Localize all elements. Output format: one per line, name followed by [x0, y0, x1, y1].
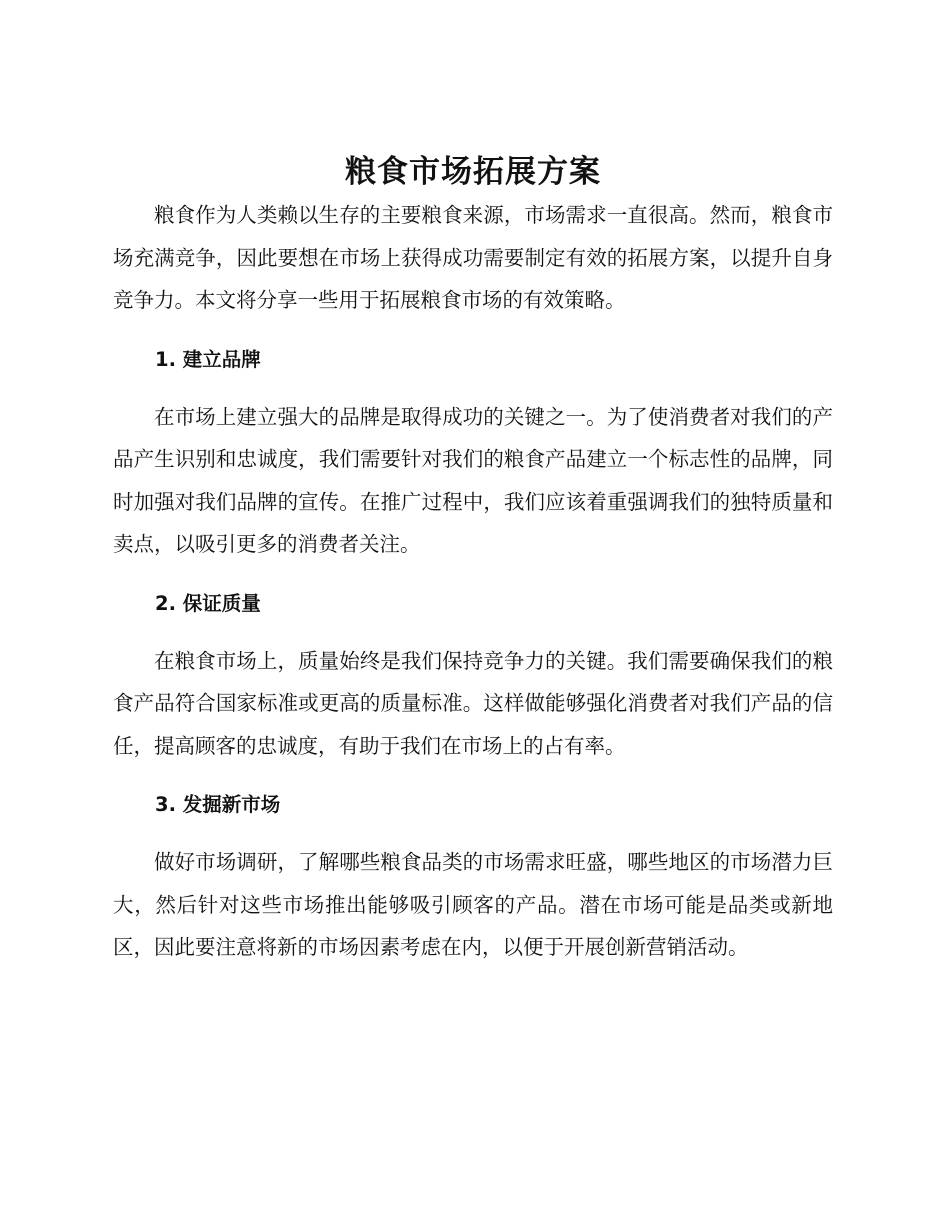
section-heading-quality: 2. 保证质量 — [155, 591, 261, 615]
section-heading-brand: 1. 建立品牌 — [155, 347, 261, 371]
document-page — [113, 150, 833, 969]
section-body-new-market: 做好市场调研，了解哪些粮食品类的市场需求旺盛，哪些地区的市场潜力巨大，然后针对这些市场推出能够吸引顾客的产品。潜在市场可能是品类或新地区，因此要注意将新的市场因素考虑在内，以便于开展创新营销活动。 — [113, 850, 833, 959]
section-heading-new-market: 3. 发掘新市场 — [155, 793, 281, 816]
section-body-quality: 在粮食市场上，质量始终是我们保持竞争力的关键。我们需要确保我们的粮食产品符合国家标准或更高的质量标准。这样做能够强化消费者对我们产品的信任，提高顾客的忠诚度，有助于我们在市场上的占有率。 — [113, 648, 833, 758]
document-title: 粮食市场拓展方案 — [345, 154, 601, 190]
intro-paragraph: 粮食作为人类赖以生存的主要粮食来源，市场需求一直很高。然而，粮食市场充满竞争，因此要想在市场上获得成功需要制定有效的拓展方案，以提升自身竞争力。本文将分享一些用于拓展粮食市场的有效策略。 — [113, 203, 833, 312]
section-body-brand: 在市场上建立强大的品牌是取得成功的关键之一。为了使消费者对我们的产品产生识别和忠诚度，我们需要针对我们的粮食产品建立一个标志性的品牌，同时加强对我们品牌的宣传。在推广过程中，我们应该着重强调我们的独特质量和卖点，以吸引更多的消费者关注。 — [113, 404, 833, 556]
